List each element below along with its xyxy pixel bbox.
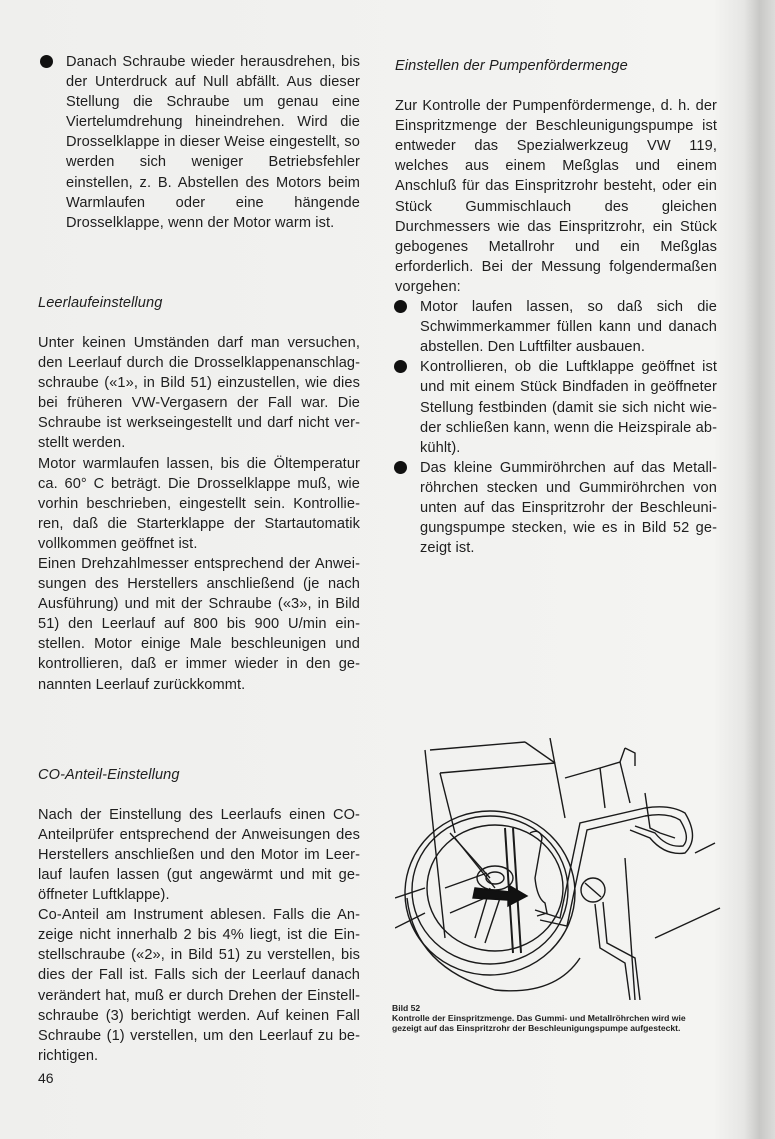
- pump-intro-paragraph: Zur Kontrolle der Pumpenfördermenge, d. h. der Einspritzmenge der Beschleunigungspumpe ist entweder das Spezialwerkzeug VW 119, welches aus einem Meßglas und einem Anschluß für das Einspritzrohr besteht, oder ein Stück Gummischlauch des gleichen Durchmessers wie das Einspritzrohr, ein Stück gebogenes Metallrohr und ein Meßglas erforderlich. Bei der Messung folgendermaßen vorgehen:: [395, 98, 717, 295]
- section-heading-idle: Leerlaufeinstellung: [38, 294, 163, 311]
- figure-caption-text: Kontrolle der Einspritzmenge. Das Gummi- und Metallröhrchen wird wie gezeigt auf das Einspritzrohr der Beschleunigungspumpe aufgesteckt.: [392, 1013, 686, 1033]
- bullet-icon: [394, 360, 407, 373]
- co-paragraph: Co-Anteil am Instrument ablesen. Falls die Anzeige nicht innerhalb 2 bis 4% liegt, ist die Einstellschraube («2», in Bild 51) zu verstellen, bis dies der Fall ist. Falls sich der Leerlauf danach verändert hat, muß er durch Drehen der Einstellschraube (3) berichtigt werden. Auf keinen Fall Schraube (1) verstellen, um den Leerlauf zu berichtigen.: [38, 907, 360, 1064]
- bullet-icon: [394, 300, 407, 313]
- section-heading-pump: Einstellen der Pumpenfördermenge: [395, 58, 628, 74]
- carburetor-line-drawing: [395, 738, 725, 1000]
- left-column: [38, 52, 360, 1066]
- bullet-icon: [40, 55, 53, 68]
- bullet-text: Danach Schraube wieder herausdrehen, bis der Unterdruck auf Null abfällt. Aus dieser Stellung die Schraube um genau eine Viertelumdrehung hineindrehen. Wird die Drosselklappe in dieser Weise eingestellt, so werden sich weniger Betriebsfehler einstellen, z. B. Abstellen des Motors beim Warmlaufen oder eine hängende Drosselklappe, wenn der Motor warm ist.: [66, 54, 360, 231]
- figure-caption: [392, 1003, 717, 1033]
- bullet-text: Kontrollieren, ob die Luftklappe geöffnet ist und mit einem Stück Bindfaden in geöffneter Stellung festbinden (damit sie sich nicht wieder schließen kann, wenn die Heizspirale abkühlt).: [420, 359, 717, 456]
- intro-bullet-item: [38, 52, 360, 233]
- idle-paragraph: Unter keinen Umständen darf man versuchen, den Leerlauf durch die Drosselklappenanschlagschraube («1», in Bild 51) einzustellen, wie dies bei früheren VW-Vergasern der Fall war. Die Schraube ist werkseingestellt und darf nicht verstellt werden.: [38, 334, 360, 452]
- bullet-icon: [394, 461, 407, 474]
- pump-bullet-item: [395, 458, 717, 558]
- section-heading-co: CO-Anteil-Einstellung: [38, 766, 180, 783]
- idle-paragraph: Motor warmlaufen lassen, bis die Öltemperatur ca. 60° C beträgt. Die Drosselklappe muß, wie vorhin beschrieben, eingestellt sein. Kontrollieren, daß die Starterklappe der Startautomatik vollkommen geöffnet ist.: [38, 455, 360, 552]
- figure-carburetor-illustration: [395, 738, 725, 1000]
- idle-paragraph: Einen Drehzahlmesser entsprechend der Anweisungen des Herstellers anschließend (je nach Ausführung) und mit der Schraube («3», in Bild 51) den Leerlauf auf 800 bis 900 U/min einstellen. Motor einige Male beschleunigen und kontrollieren, daß er immer wieder in den genannten Leerlauf zurückkommt.: [38, 555, 360, 693]
- pump-bullet-item: [395, 357, 717, 457]
- bullet-text: Das kleine Gummiröhrchen auf das Metallröhrchen stecken und Gummiröhrchen von unten auf das Einspritzrohr der Beschleunigungspumpe stecken, wie es in Bild 52 gezeigt ist.: [420, 459, 717, 557]
- pump-bullet-item: [395, 297, 717, 357]
- page-number: 46: [38, 1070, 54, 1086]
- right-column: [395, 56, 717, 558]
- figure-label: Bild 52: [392, 1003, 421, 1013]
- bullet-text: Motor laufen lassen, so daß sich die Schwimmerkammer füllen kann und danach abstellen. Den Luftfilter ausbauen.: [420, 299, 717, 356]
- co-paragraph: Nach der Einstellung des Leerlaufs einen CO-Anteilprüfer entsprechend der Anweisungen des Herstellers anschließen und den Motor im Leerlauf laufen lassen (gut angewärmt und mit geöffneter Luftklappe).: [38, 806, 360, 904]
